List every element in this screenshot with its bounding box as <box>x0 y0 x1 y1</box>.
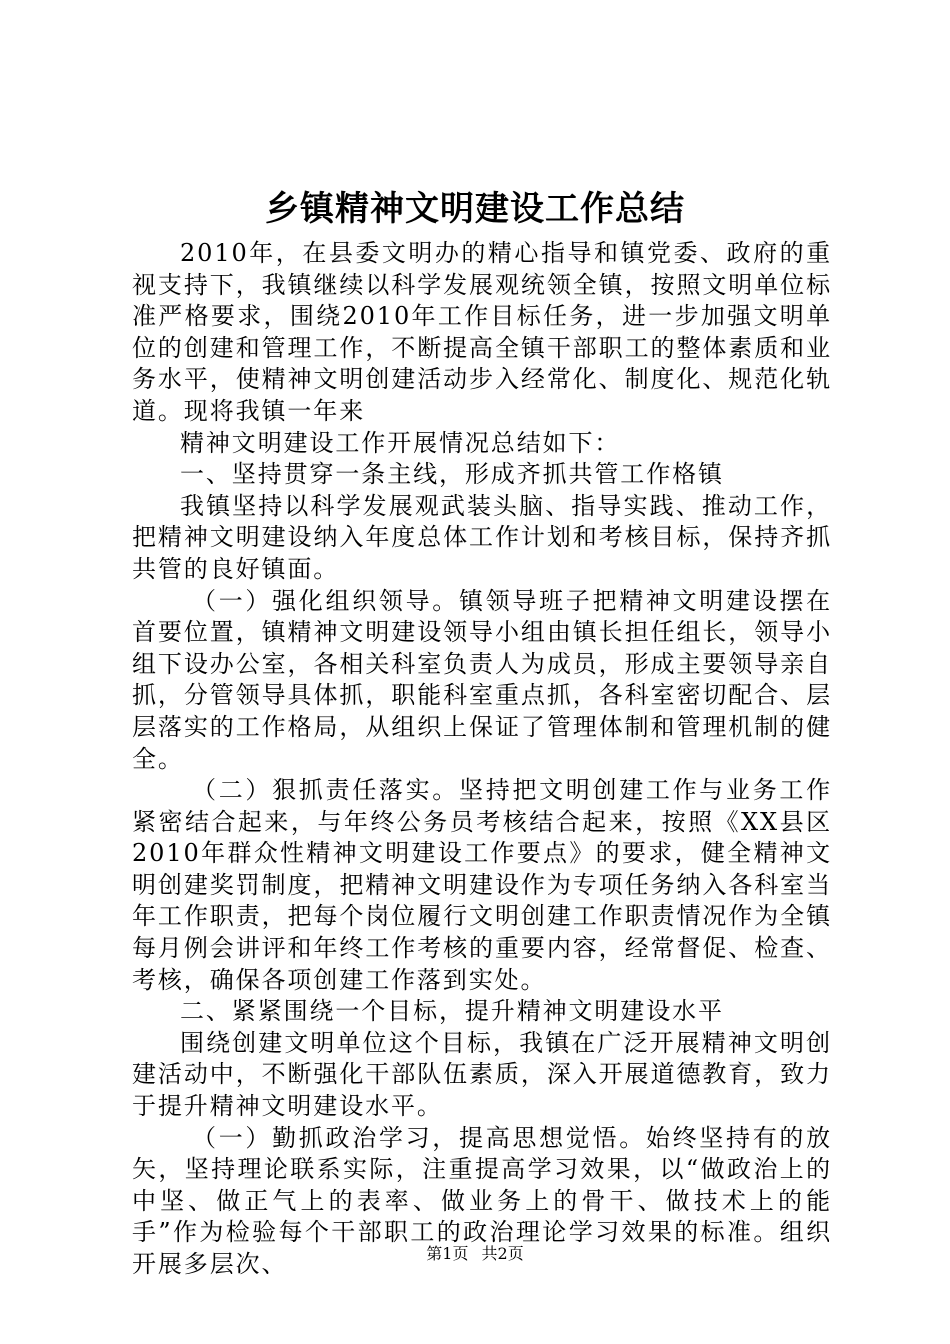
page-number-total: 共2页 <box>481 1244 524 1263</box>
paragraph-intro-continued: 精神文明建设工作开展情况总结如下： <box>180 428 621 457</box>
page-number-current: 第1页 <box>426 1244 469 1263</box>
section-heading-1: 一、坚持贯穿一条主线，形成齐抓共管工作格镇 <box>180 460 724 489</box>
paragraph-intro: 2010年，在县委文明办的精心指导和镇党委、政府的重视支持下，我镇继续以科学发展观统领全镇，按照文明单位标准严格要求，围绕2010年工作目标任务，进一步加强文明单位的创建和管理工作，不断提高全镇干部职工的整体素质和业务水平，使精神文明创建活动步入经常化、制度化、规范化轨道。现将我镇一年来 <box>132 239 832 425</box>
paragraph-subsection-1-1: （一）强化组织领导。镇领导班子把精神文明建设摆在首要位置，镇精神文明建设领导小组由镇长担任组长，领导小组下设办公室，各相关科室负责人为成员，形成主要领导亲自抓，分管领导具体抓，职能科室重点抓，各科室密切配合、层层落实的工作格局，从组织上保证了管理体制和管理机制的健全。 <box>132 586 832 773</box>
document-title: 乡镇精神文明建设工作总结 <box>265 189 685 229</box>
paragraph-subsection-1-2: （二）狠抓责任落实。坚持把文明创建工作与业务工作紧密结合起来，与年终公务员考核结合起来，按照《XX县区2010年群众性精神文明建设工作要点》的要求，健全精神文明创建奖罚制度，把精神文明建设作为专项任务纳入各科室当年工作职责，把每个岗位履行文明创建工作职责情况作为全镇每月例会讲评和年终工作考核的重要内容，经常督促、检查、考核，确保各项创建工作落到实处。 <box>132 776 832 994</box>
paragraph-section-1: 我镇坚持以科学发展观武装头脑、指导实践、推动工作，把精神文明建设纳入年度总体工作计划和考核目标，保持齐抓共管的良好镇面。 <box>132 491 832 583</box>
paragraph-subsection-2-1: （一）勤抓政治学习，提高思想觉悟。始终坚持有的放矢，坚持理论联系实际，注重提高学习效果，以“做政治上的中坚、做正气上的表率、做业务上的骨干、做技术上的能手”作为检验每个干部职工的政治理论学习效果的标准。组织开展多层次、 <box>132 1123 832 1278</box>
section-heading-2: 二、紧紧围绕一个目标，提升精神文明建设水平 <box>180 997 724 1026</box>
paragraph-section-2: 围绕创建文明单位这个目标，我镇在广泛开展精神文明创建活动中，不断强化干部队伍素质，深入开展道德教育，致力于提升精神文明建设水平。 <box>132 1028 832 1121</box>
document-body <box>132 238 832 1281</box>
page-footer <box>0 1243 950 1265</box>
